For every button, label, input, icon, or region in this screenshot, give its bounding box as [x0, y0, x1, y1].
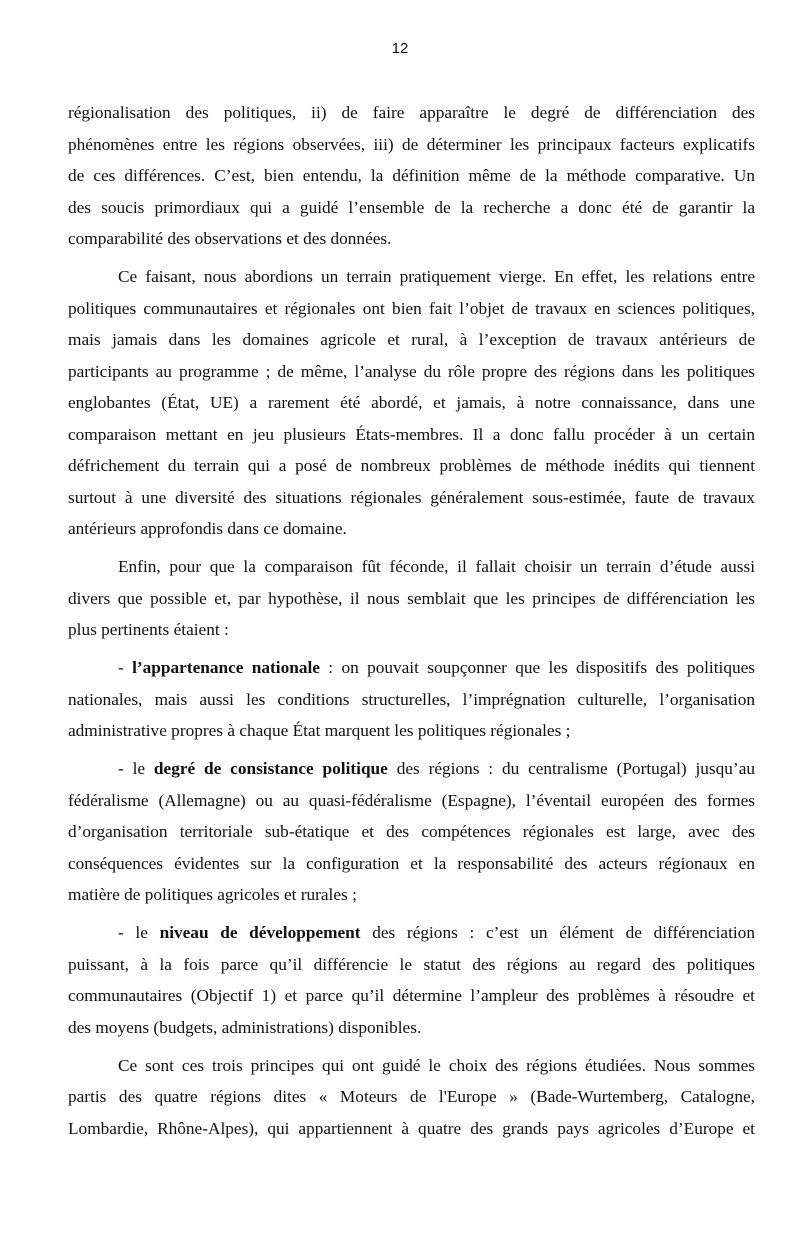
- text-line: [68, 753, 755, 785]
- paragraph: [68, 261, 755, 545]
- text-line: [68, 848, 755, 880]
- text-segment: - le: [118, 923, 160, 942]
- text-segment: - le: [118, 759, 154, 778]
- text-line: [68, 450, 755, 482]
- text-segment: nationales, mais aussi les conditions structurelles, l’imprégnation culturelle, l’organisation: [68, 689, 755, 709]
- text-line: [68, 1050, 755, 1082]
- text-line: [68, 1081, 755, 1113]
- text-line: [68, 324, 755, 356]
- text-line: [68, 551, 755, 583]
- text-segment: partis des quatre régions dites « Moteurs de l'Europe » (Bade-Wurtemberg, Catalogne,: [68, 1087, 755, 1106]
- text-segment: comparabilité des observations et des données.: [68, 229, 392, 248]
- text-segment: communautaires (Objectif 1) et parce qu’il détermine l’ampleur des problèmes à résoudre et: [68, 986, 755, 1005]
- text-line: [68, 583, 755, 615]
- text-segment: : on pouvait soupçonner que les dispositifs des politiques: [319, 658, 755, 677]
- text-segment: Ce faisant, nous abordions un terrain pratiquement vierge. En effet, les relations entre: [118, 267, 755, 286]
- text-line: [68, 97, 755, 129]
- text-line: [68, 513, 755, 545]
- text-segment: matière de politiques agricoles et rurales ;: [68, 885, 357, 904]
- text-segment: phénomènes entre les régions observées, iii) de déterminer les principaux facteurs explicatifs: [68, 134, 755, 154]
- text-line: [68, 261, 755, 293]
- text-segment: politiques communautaires et régionales ont bien fait l’objet de travaux en sciences politiques,: [68, 298, 755, 318]
- text-line: [68, 293, 755, 325]
- bold-term: niveau de développement: [159, 923, 361, 942]
- text-line: [68, 816, 755, 848]
- text-segment: Lombardie, Rhône-Alpes), qui appartiennent à quatre des grands pays agricoles d’Europe et: [68, 1118, 755, 1138]
- text-line: [68, 160, 755, 192]
- paragraph: [68, 551, 755, 646]
- text-segment: d’organisation territoriale sub-étatique et des compétences régionales est large, avec des: [68, 822, 755, 841]
- text-segment: administrative propres à chaque État marquent les politiques régionales ;: [68, 721, 571, 740]
- text-line: [68, 223, 755, 255]
- paragraph: [68, 97, 755, 255]
- text-segment: surtout à une diversité des situations régionales généralement sous-estimée, faute de travaux: [68, 487, 755, 507]
- text-line: [68, 1012, 755, 1044]
- text-segment: des moyens (budgets, administrations) disponibles.: [68, 1017, 422, 1037]
- text-segment: Enfin, pour que la comparaison fût féconde, il fallait choisir un terrain d’étude aussi: [118, 557, 755, 576]
- text-segment: mais jamais dans les domaines agricole et rural, à l’exception de travaux antérieurs de: [68, 330, 755, 349]
- text-line: [68, 785, 755, 817]
- page-number: 12: [391, 40, 409, 57]
- paragraph: [68, 652, 755, 747]
- text-segment: des régions : c’est un élément de différenciation: [360, 923, 755, 942]
- paragraph: [68, 1050, 755, 1145]
- text-segment: -: [118, 658, 133, 677]
- text-segment: fédéralisme (Allemagne) ou au quasi-fédéralisme (Espagne), l’éventail européen des formes: [68, 790, 755, 810]
- text-segment: Ce sont ces trois principes qui ont guidé le choix des régions étudiées. Nous sommes: [118, 1055, 755, 1075]
- text-line: [68, 614, 755, 646]
- text-segment: plus pertinents étaient :: [68, 620, 229, 639]
- text-line: [68, 879, 755, 911]
- text-segment: des régions : du centralisme (Portugal) jusqu’au: [387, 759, 756, 778]
- text-segment: divers que possible et, par hypothèse, il nous semblait que les principes de différenciation les: [68, 588, 755, 608]
- text-segment: conséquences évidentes sur la configuration et la responsabilité des acteurs régionaux en: [68, 853, 755, 873]
- text-line: [68, 1113, 755, 1145]
- text-segment: participants au programme ; de même, l’analyse du rôle propre des régions dans les politiques: [68, 361, 755, 381]
- text-line: [68, 949, 755, 981]
- text-line: [68, 356, 755, 388]
- bold-term: degré de consistance politique: [153, 759, 388, 778]
- paragraph: [68, 753, 755, 911]
- text-line: [68, 652, 755, 684]
- text-line: [68, 129, 755, 161]
- text-line: [68, 419, 755, 451]
- text-segment: englobantes (État, UE) a rarement été abordé, et jamais, à notre connaissance, dans une: [68, 393, 755, 412]
- text-line: [68, 715, 755, 747]
- text-segment: défrichement du terrain qui a posé de nombreux problèmes de méthode inédits qui tiennent: [68, 456, 755, 475]
- text-segment: de ces différences. C’est, bien entendu, la définition même de la méthode comparative. Un: [68, 166, 755, 185]
- bold-term: l’appartenance nationale: [132, 658, 320, 677]
- document-body: [68, 97, 755, 1151]
- text-segment: comparaison mettant en jeu plusieurs États-membres. Il a donc fallu procéder à un certain: [68, 424, 755, 444]
- text-segment: antérieurs approfondis dans ce domaine.: [68, 519, 347, 538]
- text-line: [68, 684, 755, 716]
- paragraph: [68, 917, 755, 1043]
- text-line: [68, 482, 755, 514]
- text-line: [68, 387, 755, 419]
- text-line: [68, 917, 755, 949]
- text-segment: puissant, à la fois parce qu’il différencie le statut des régions au regard des politiques: [68, 954, 755, 974]
- text-line: [68, 980, 755, 1012]
- text-line: [68, 192, 755, 224]
- text-segment: des soucis primordiaux qui a guidé l’ensemble de la recherche a donc été de garantir la: [68, 197, 755, 217]
- text-segment: régionalisation des politiques, ii) de faire apparaître le degré de différenciation des: [68, 103, 755, 122]
